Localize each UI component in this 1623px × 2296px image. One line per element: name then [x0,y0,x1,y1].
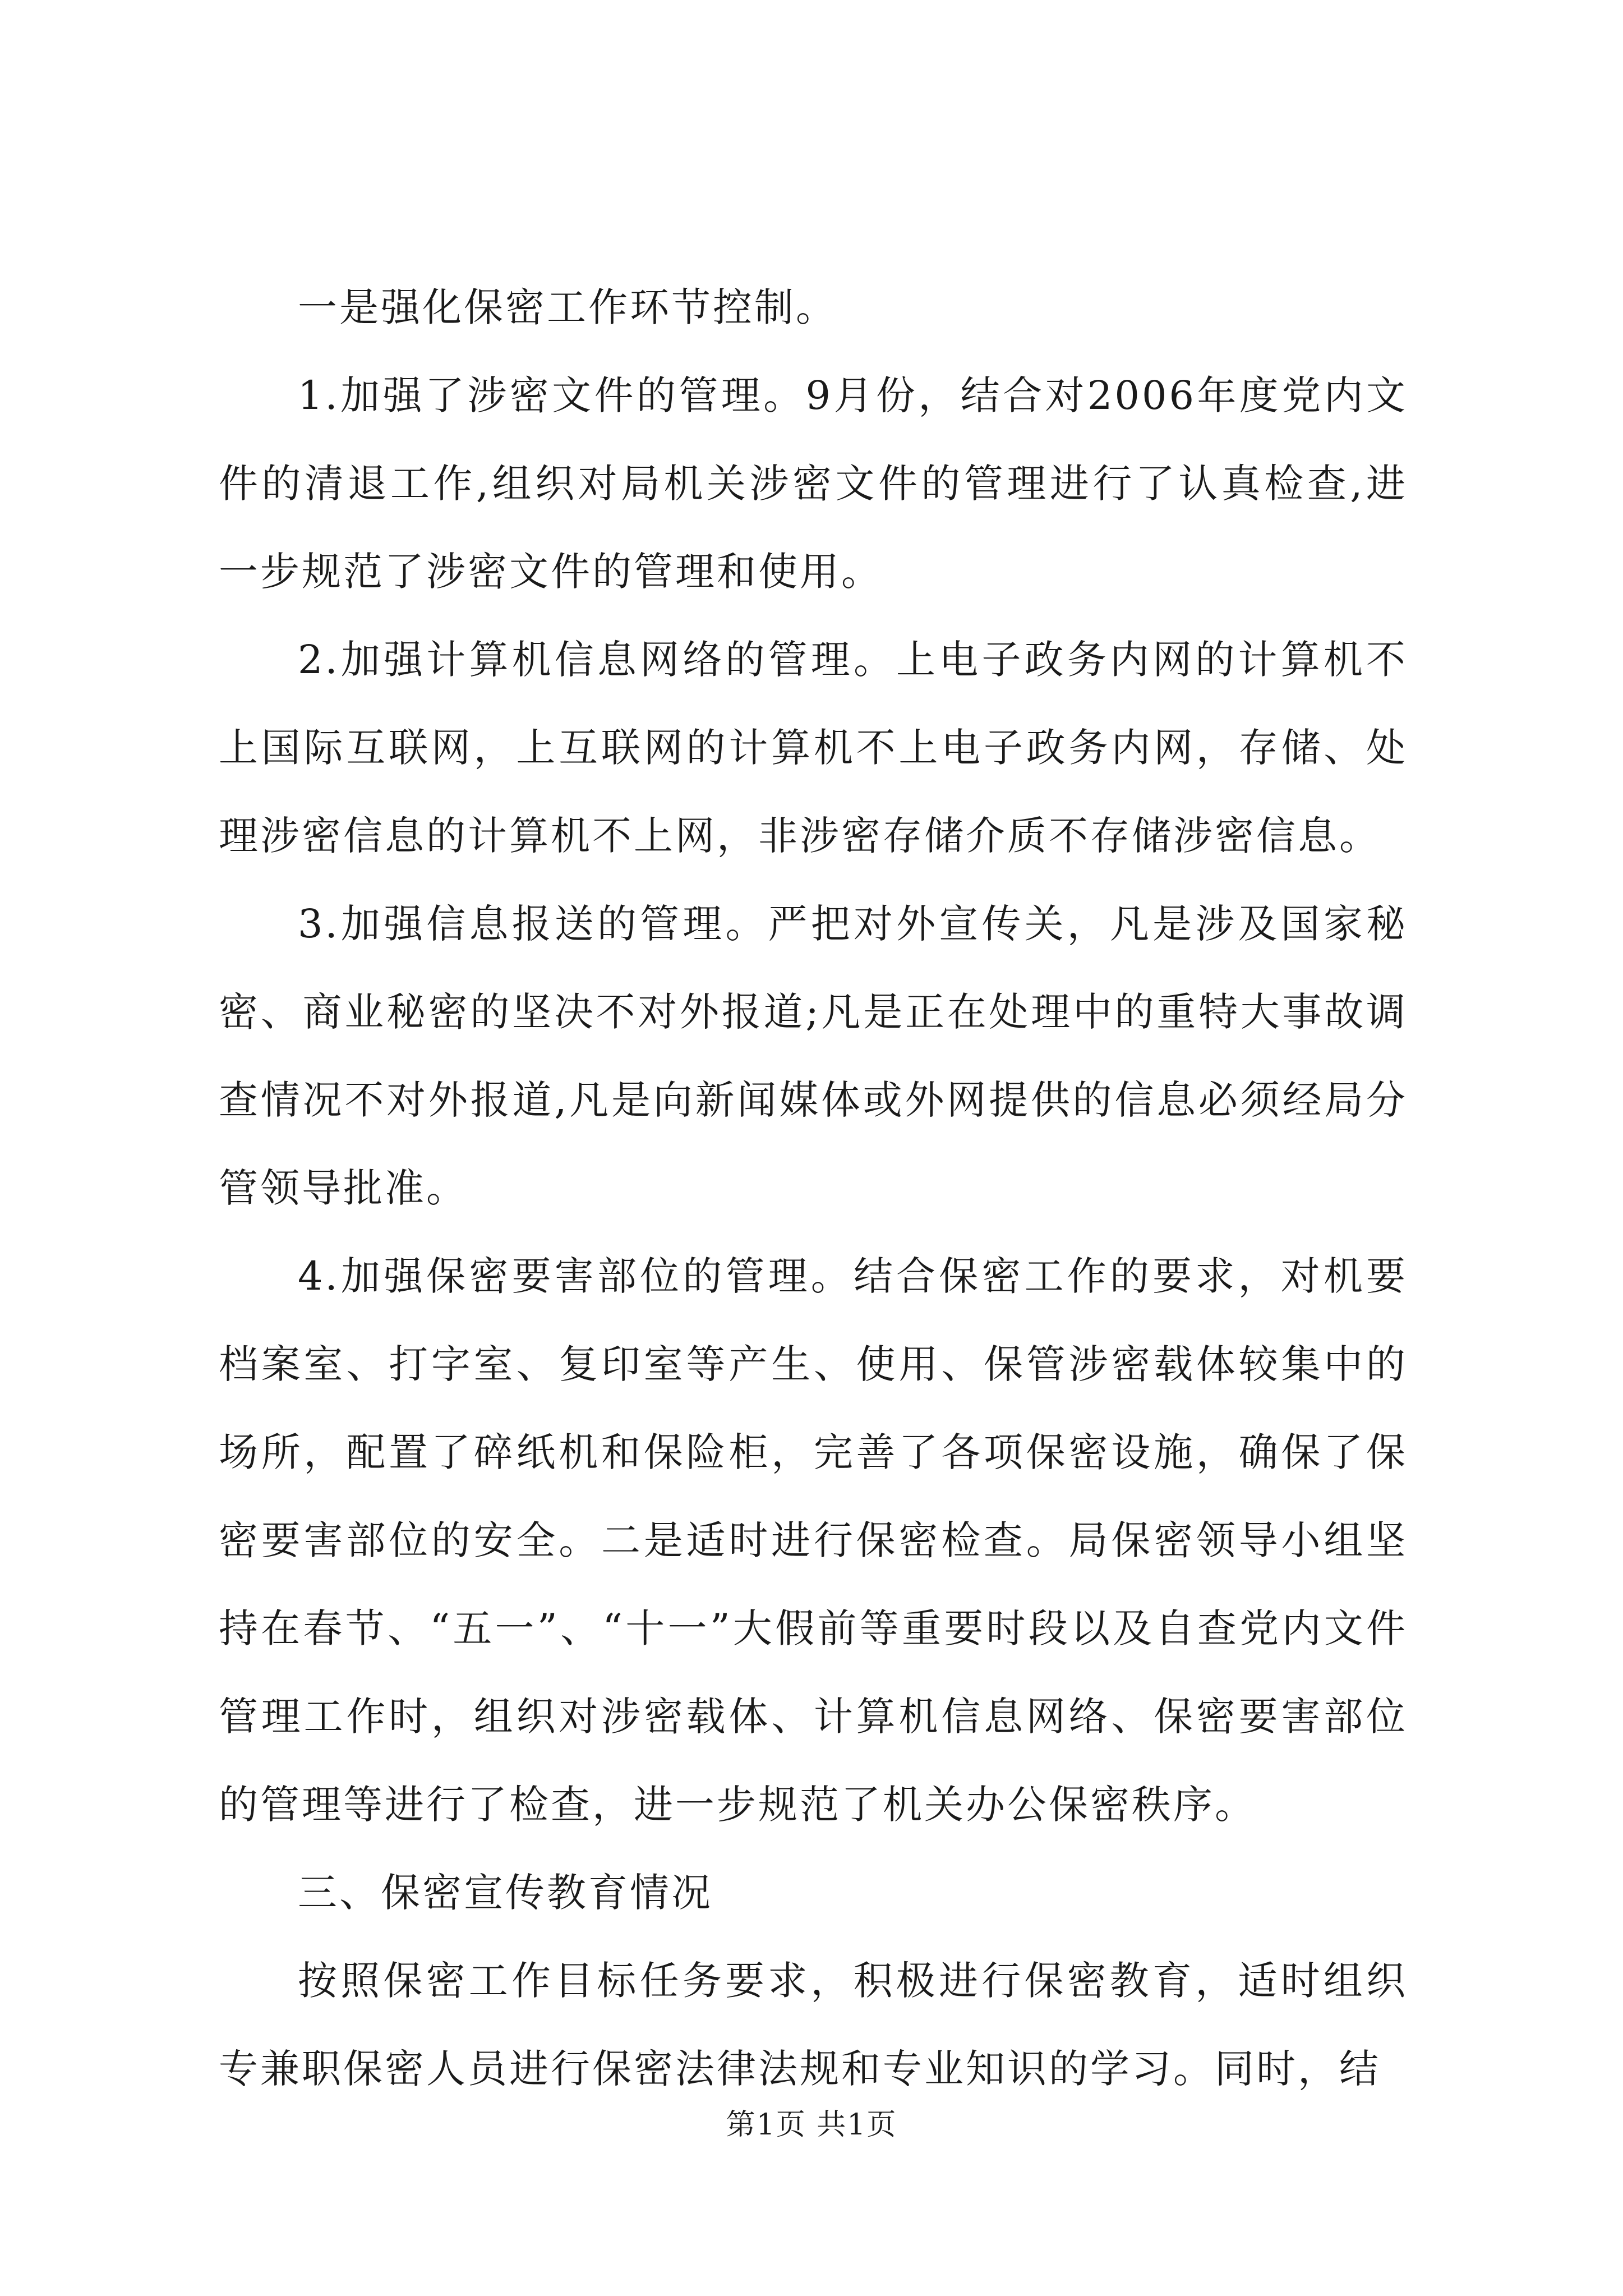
paragraph-section-3: 按照保密工作目标任务要求，积极进行保密教育，适时组织专兼职保密人员进行保密法律法规和专业知识的学习。同时，结 [219,1958,1408,2092]
document-body [219,264,1408,2113]
paragraph-item-3: 3.加强信息报送的管理。严把对外宣传关，凡是涉及国家秘密、商业秘密的坚决不对外报道;凡是正在处理中的重特大事故调查情况不对外报道,凡是向新闻媒体或外网提供的信息必须经局分管领导批准。 [219,901,1408,1211]
paragraph-item-2: 2.加强计算机信息网络的管理。上电子政务内网的计算机不上国际互联网，上互联网的计算机不上电子政务内网，存储、处理涉密信息的计算机不上网，非涉密存储介质不存储涉密信息。 [219,637,1408,859]
paragraph-item-1: 1.加强了涉密文件的管理。9月份，结合对2006年度党内文件的清退工作,组织对局机关涉密文件的管理进行了认真检查,进一步规范了涉密文件的管理和使用。 [219,372,1408,595]
paragraph-heading-1: 一是强化保密工作环节控制。 [298,284,837,330]
paragraph-item-4: 4.加强保密要害部位的管理。结合保密工作的要求，对机要档案室、打字室、复印室等产生、使用、保管涉密载体较集中的场所，配置了碎纸机和保险柜，完善了各项保密设施，确保了保密要害部位的安全。二是适时进行保密检查。局保密领导小组坚持在春节、“五一”、“十一”大假前等重要时段以及自查党内文件管理工作时，组织对涉密载体、计算机信息网络、保密要害部位的管理等进行了检查，进一步规范了机关办公保密秩序。 [219,1253,1408,1828]
section-heading-3: 三、保密宣传教育情况 [298,1870,713,1916]
page-footer: 第1页 共1页 [726,2108,897,2142]
